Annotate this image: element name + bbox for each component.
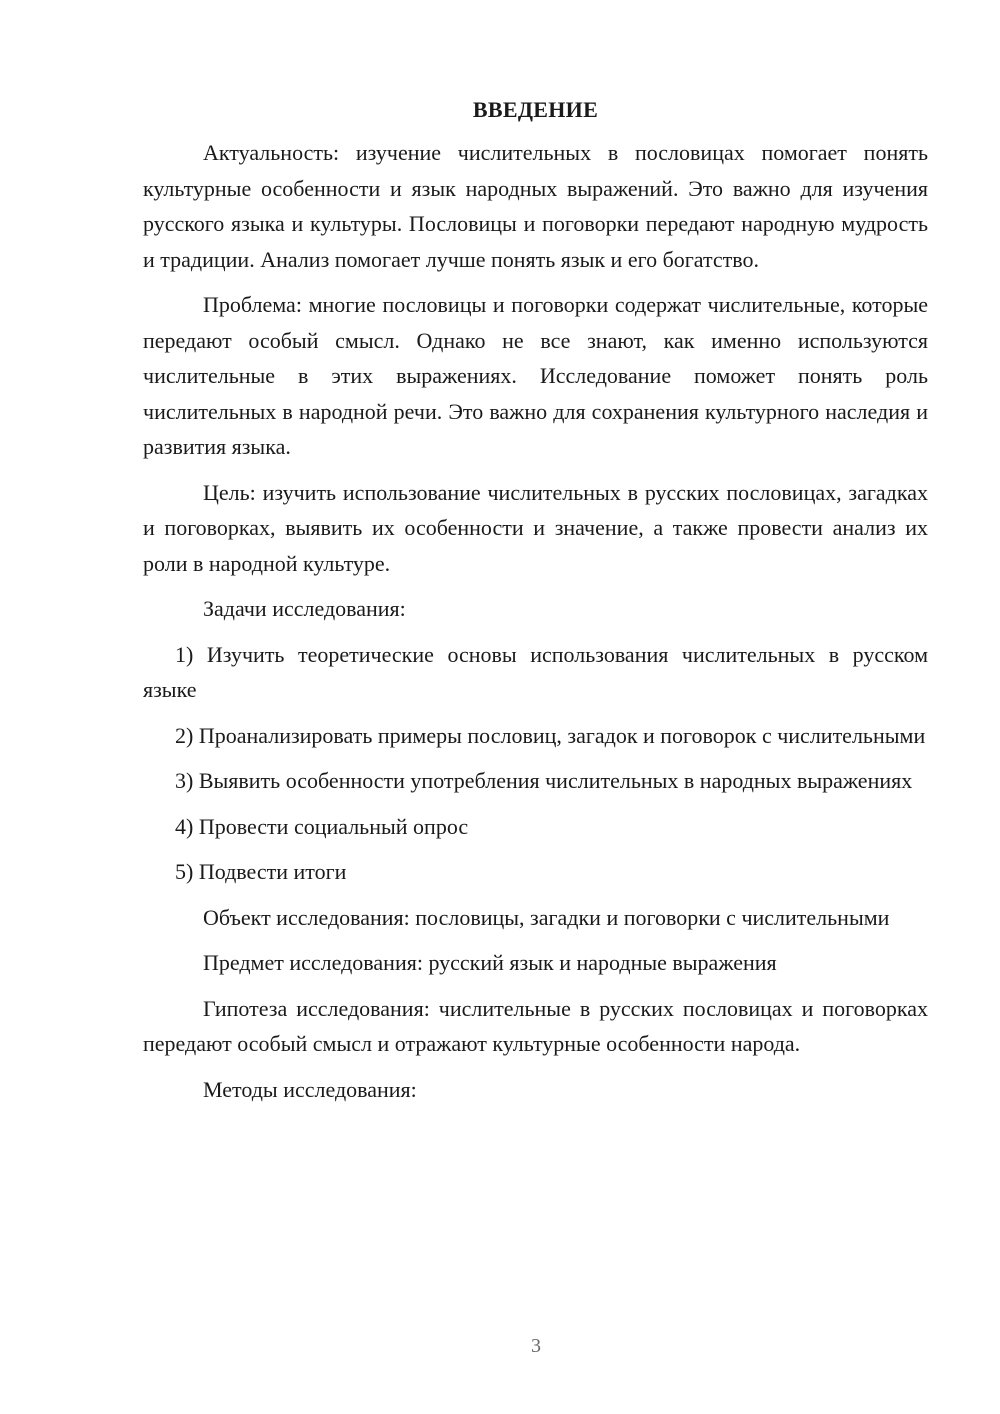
methods-heading: Методы исследования: (203, 1076, 417, 1102)
section-title: ВВЕДЕНИЕ (472, 97, 599, 122)
task-item: 1) Изучить теоретические основы использования числительных в русском языке (143, 641, 928, 702)
subject-paragraph: Предмет исследования: русский язык и народные выражения (203, 950, 777, 975)
problem-paragraph: Проблема: многие пословицы и поговорки содержат числительные, которые передают особый смысл. Однако не все знают, как именно используются числительные в этих выражениях. Исследование поможет понять роль числительных в народной речи. Это важно для сохранения культурного наследия и развития языка. (143, 292, 928, 459)
task-item: 2) Проанализировать примеры пословиц, загадок и поговорок с числительными (175, 722, 926, 748)
task-item: 3) Выявить особенности употребления числительных в народных выражениях (175, 768, 913, 793)
tasks-heading: Задачи исследования: (203, 596, 406, 621)
object-paragraph: Объект исследования: пословицы, загадки и поговорки с числительными (203, 904, 890, 930)
hypothesis-paragraph: Гипотеза исследования: числительные в русских пословицах и поговорках передают особый смысл и отражают культурные особенности народа. (143, 995, 928, 1056)
goal-paragraph: Цель: изучить использование числительных в русских пословицах, загадках и поговорках, выявить их особенности и значение, а также провести анализ их роли в народной культуре. (143, 479, 928, 576)
task-item: 5) Подвести итоги (175, 859, 347, 884)
document-page (143, 95, 928, 1117)
relevance-paragraph: Актуальность: изучение числительных в пословицах помогает понять культурные особенности и язык народных выражений. Это важно для изучения русского языка и культуры. Пословицы и поговорки передают народную мудрость и традиции. Анализ помогает лучше понять язык и его богатство. (143, 140, 928, 272)
page-number: 3 (531, 1335, 541, 1357)
task-item: 4) Провести социальный опрос (175, 813, 469, 839)
